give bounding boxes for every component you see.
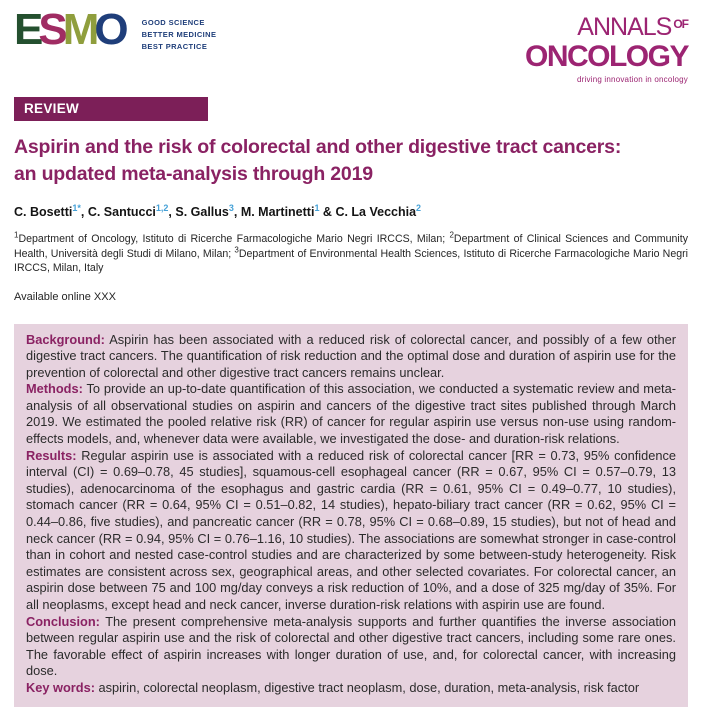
abstract-section-label: Methods: — [26, 381, 83, 397]
esmo-letter: M — [62, 5, 95, 54]
abstract-section: Key words: aspirin, colorectal neoplasm, digestive tract neoplasm, dose, duration, meta-analysis, risk factor — [26, 679, 640, 695]
esmo-tagline-line: BEST PRACTICE — [141, 42, 208, 51]
esmo-tagline — [142, 17, 217, 53]
esmo-tagline-line: BETTER MEDICINE — [141, 30, 217, 39]
abstract-section: Methods: To provide an up-to-date quantification of this association, we conducted a systematic review and meta-analysis of all observational studies on aspirin and cancers of the digestive tract sites published through March 2019. We estimated the pooled relative risk (RR) of cancer for regular aspirin use versus non-use using random-effects models, and, whenever data were available, we investigated the dose- and duration-risk relations. — [26, 381, 676, 447]
author-name: S. Gallus — [175, 205, 229, 219]
esmo-logo — [14, 5, 217, 54]
available-online-text: Available online XXX — [14, 290, 116, 303]
author-name: C. Bosetti — [14, 205, 73, 219]
esmo-tagline-line: GOOD SCIENCE — [141, 18, 205, 27]
article-title-line1: Aspirin and the risk of colorectal and other digestive tract cancers: — [14, 136, 622, 158]
abstract-section-label: Conclusion: — [26, 613, 100, 629]
author-affiliation-superscript: 1 — [314, 202, 320, 213]
abstract-box — [14, 324, 688, 707]
author-name: M. Martinetti — [240, 205, 315, 219]
esmo-letter: S — [38, 5, 63, 54]
annals-logo-line1 — [525, 15, 688, 40]
author-name: C. Santucci — [87, 205, 156, 219]
affiliations: $^1$Department of Oncology, Istituto di Ricerche Farmacologiche Mario Negri IRCCS, Milan; $^2$Department of Clinical Sciences and Community Health, Università degli Studi di Milano, Milan; $^3$Department of Environmental Health Sciences, Istituto di Ricerche Farmacologiche Mario Negri IRCCS, Milan, Italy — [14, 230, 688, 274]
abstract-section-label: Background: — [26, 331, 105, 347]
affiliation-superscript: 1 — [14, 230, 19, 240]
annals-tagline: driving innovation in oncology — [577, 75, 688, 84]
oncology-word: ONCOLOGY — [524, 40, 688, 73]
affiliation-superscript: 2 — [449, 230, 454, 240]
article-title-line2: an updated meta-analysis through 2019 — [14, 163, 373, 185]
esmo-logo-letters — [14, 5, 132, 54]
author-name: C. La Vecchia — [335, 205, 417, 219]
annals-word: ANNALS — [577, 13, 672, 41]
author-affiliation-superscript: 2 — [416, 202, 422, 213]
abstract-section-label: Key words: — [26, 679, 95, 695]
author-affiliation-superscript: 3 — [228, 202, 234, 213]
abstract-section: Background: Aspirin has been associated with a reduced risk of colorectal cancer, and possibly of a few other digestive tract cancers. The quantification of risk reduction and the optimal dose and duration of aspirin use for the prevention of colorectal and other digestive tract cancers remains unclear. — [26, 331, 676, 380]
esmo-letter: E — [14, 5, 39, 54]
article-title — [14, 134, 688, 188]
author-affiliation-superscript: 1* — [72, 202, 81, 213]
author-affiliation-superscript: 1,2 — [155, 202, 169, 213]
esmo-letter: O — [94, 5, 124, 54]
article-type-badge: REVIEW — [14, 97, 208, 121]
affiliation-superscript: 3 — [234, 244, 239, 254]
annals-of-word: OF — [673, 17, 688, 31]
annals-of-oncology-logo — [525, 15, 688, 84]
header-logos — [14, 5, 688, 84]
authors-line: C. Bosetti$^{1*}$, C. Santucci$^{1,2}$, S. Gallus$^3$, M. Martinetti$^1$ & C. La Vecchia$^2$ — [14, 202, 422, 219]
abstract-section: Conclusion: The present comprehensive meta-analysis supports and further quantifies the inverse association between regular aspirin use and the risk of colorectal and other digestive tract cancers, including some rare ones. The favorable effect of aspirin increases with longer duration of use, and, for colorectal cancer, with increasing dose. — [26, 613, 676, 679]
abstract-section-label: Results: — [26, 447, 77, 463]
abstract-section: Results: Regular aspirin use is associated with a reduced risk of colorectal cancer [RR = 0.73, 95% confidence interval (CI) = 0.69–0.78, 45 studies], squamous-cell esophageal cancer (RR = 0.67, 95% CI = 0.57–0.79, 13 studies), adenocarcinoma of the esophagus and gastric cardia (RR = 0.61, 95% CI = 0.49–0.77, 10 studies), stomach cancer (RR = 0.64, 95% CI = 0.51–0.82, 14 studies), hepato-biliary tract cancer (RR = 0.62, 95% CI = 0.44–0.86, five studies), and pancreatic cancer (RR = 0.78, 95% CI = 0.68–0.89, 15 studies), but not of head and neck cancer (RR = 0.94, 95% CI = 0.76–1.16, 10 studies). The associations are somewhat stronger in case-control than in cohort and nested case-control studies and are characterized by some between-study heterogeneity. Risk estimates are consistent across sex, geographical areas, and other selected covariates. For colorectal cancer, an aspirin dose between 75 and 100 mg/day conveys a risk reduction of 10%, and a dose of 325 mg/day of 35%. For all neoplasms, except head and neck cancer, inverse duration-risk relations with aspirin use are found. — [26, 447, 676, 612]
